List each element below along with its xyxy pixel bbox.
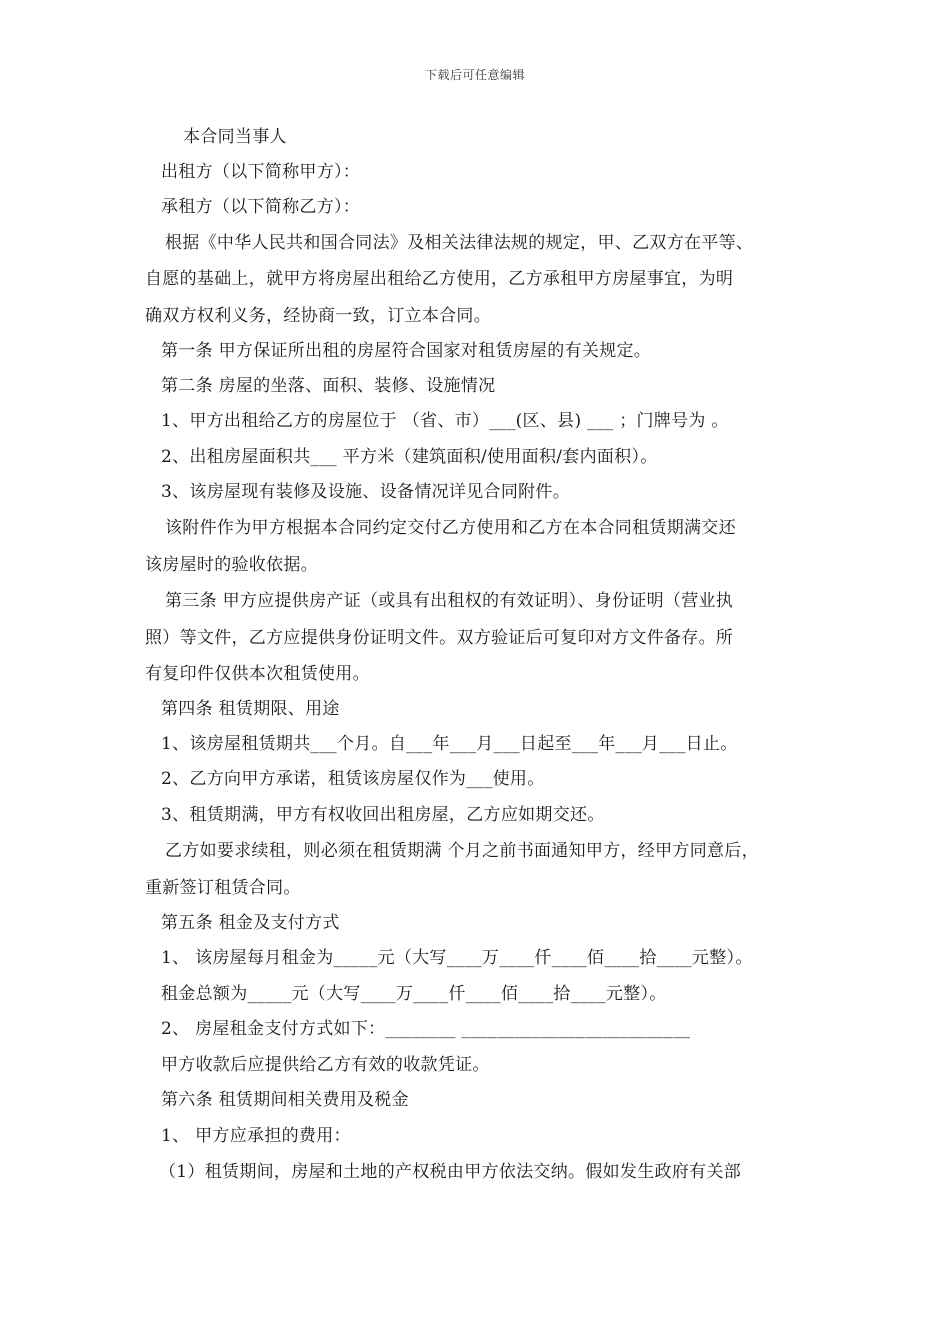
paragraph-line: 1、甲方出租给乙方的房屋位于 （省、市）___(区、县) ___ ；门牌号为 。 [161, 411, 729, 431]
paragraph-line: 第六条 租赁期间相关费用及税金 [161, 1090, 409, 1110]
paragraph-line: 有复印件仅供本次租赁使用。 [145, 664, 370, 684]
paragraph-line: 自愿的基础上，就甲方将房屋出租给乙方使用，乙方承租甲方房屋事宜，为明 [145, 269, 734, 289]
paragraph-line: 2、 房屋租金支付方式如下：________ __________________________ [161, 1019, 691, 1039]
paragraph-line: 1、 该房屋每月租金为_____元（大写____万____仟____佰____拾____元整）。 [161, 948, 753, 968]
paragraph-line: 3、该房屋现有装修及设施、设备情况详见合同附件。 [161, 482, 571, 502]
paragraph-line: 2、乙方向甲方承诺，租赁该房屋仅作为___使用。 [161, 769, 545, 789]
paragraph-line: 乙方如要求续租，则必须在租赁期满 个月之前书面通知甲方，经甲方同意后， [165, 841, 759, 861]
page-header: 下载后可任意编辑 [424, 68, 525, 82]
paragraph-line: 租金总额为_____元（大写____万____仟____佰____拾____元整）。 [161, 984, 667, 1004]
paragraph-line: 承租方（以下简称乙方）： [161, 197, 361, 217]
paragraph-line: 第三条 甲方应提供房产证（或具有出租权的有效证明）、身份证明（营业执 [165, 591, 734, 611]
paragraph-line: 根据《中华人民共和国合同法》及相关法律法规的规定，甲、乙双方在平等、 [165, 233, 754, 253]
paragraph-line: 第四条 租赁期限、用途 [161, 699, 340, 719]
paragraph-line: 该房屋时的验收依据。 [145, 555, 318, 575]
paragraph-line: 1、该房屋租赁期共___个月。自___年___月___日起至___年___月___日止。 [161, 734, 738, 754]
paragraph-line: 出租方（以下简称甲方）： [161, 162, 361, 182]
paragraph-line: 第五条 租金及支付方式 [161, 913, 340, 933]
paragraph-line: 2、出租房屋面积共___ 平方米（建筑面积/使用面积/套内面积）。 [161, 447, 658, 467]
paragraph-line: 该附件作为甲方根据本合同约定交付乙方使用和乙方在本合同租赁期满交还 [165, 518, 736, 538]
paragraph-line: 照）等文件，乙方应提供身份证明文件。双方验证后可复印对方文件备存。所 [145, 628, 734, 648]
paragraph-line: （1）租赁期间，房屋和土地的产权税由甲方依法交纳。假如发生政府有关部 [159, 1162, 742, 1182]
paragraph-line: 第二条 房屋的坐落、面积、装修、设施情况 [161, 376, 496, 396]
paragraph-line: 第一条 甲方保证所出租的房屋符合国家对租赁房屋的有关规定。 [161, 341, 652, 361]
paragraph-line: 本合同当事人 [183, 127, 287, 147]
paragraph-line: 3、租赁期满，甲方有权收回出租房屋，乙方应如期交还。 [161, 805, 605, 825]
paragraph-line: 甲方收款后应提供给乙方有效的收款凭证。 [161, 1055, 490, 1075]
paragraph-line: 1、 甲方应承担的费用： [161, 1126, 351, 1146]
paragraph-line: 重新签订租赁合同。 [145, 878, 301, 898]
paragraph-line: 确双方权利义务，经协商一致，订立本合同。 [145, 306, 491, 326]
